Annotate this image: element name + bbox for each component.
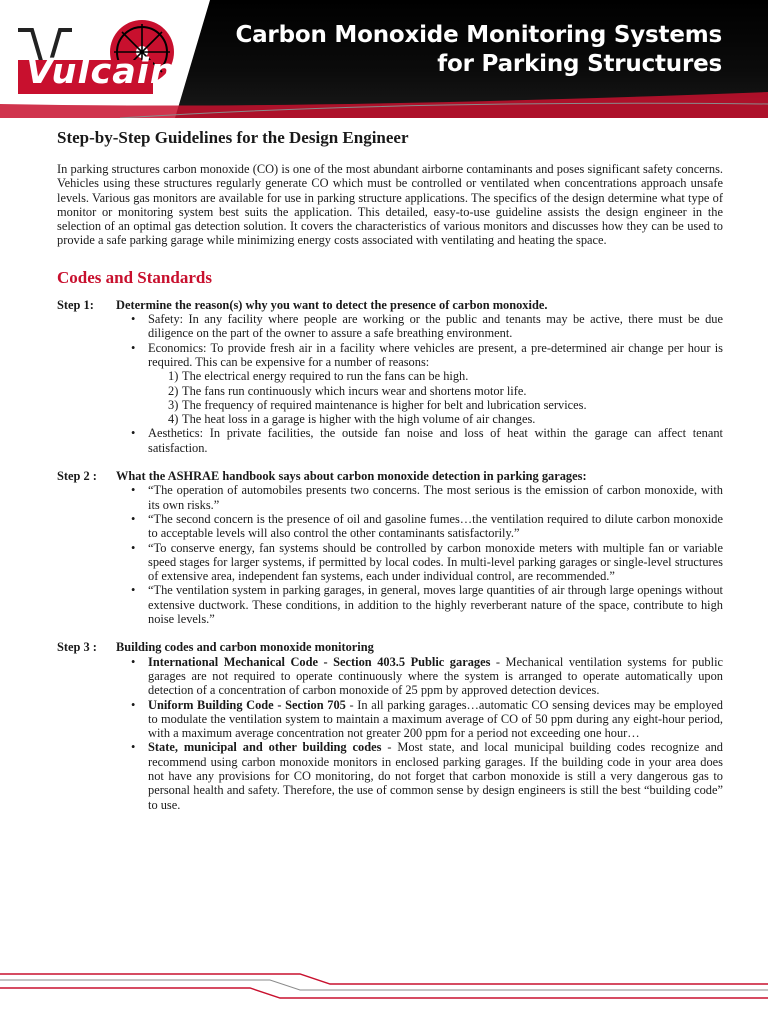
item-number: 1) <box>168 369 179 384</box>
page-heading: Step-by-Step Guidelines for the Design Engineer <box>57 128 409 147</box>
bullet-icon: • <box>131 340 136 355</box>
bullet-icon: • <box>131 583 136 598</box>
document-title-line-1: Carbon Monoxide Monitoring Systems <box>235 22 722 48</box>
list-item <box>131 340 723 370</box>
step-1-bullets-cont <box>57 426 723 455</box>
bullet-text: “To conserve energy, fan systems should be controlled by carbon monoxide meters with multiple fan or variable speed stages for larger systems, if permitted by local codes. In multi-level parking garages or single-level structures of extensive area, independent fan systems, each under individual control, are recommended.” <box>148 540 723 584</box>
bullet-icon: • <box>131 426 136 441</box>
list-item <box>168 397 723 412</box>
list-item <box>131 483 723 512</box>
bullet-text: Aesthetics: In private facilities, the outside fan noise and loss of heat within the garage can affect tenant satisfaction. <box>148 426 723 455</box>
bullet-text: - Mechanical ventilation systems for public garages are not required to operate continuously where the system is arranged to operate automatically upon detection of a concentration of carbon monoxide of 25 ppm by approved detection devices. <box>148 654 724 698</box>
step-2-title: What the ASHRAE handbook says about carbon monoxide detection in parking garages: <box>116 469 587 484</box>
section-title: Codes and Standards <box>57 267 212 287</box>
step-2-label: Step 2 : <box>57 469 97 484</box>
list-item <box>131 740 723 812</box>
step-3-header <box>57 640 723 654</box>
bullet-text: “The operation of automobiles presents two concerns. The most serious is the emission of carbon monoxide, with its own risks.” <box>148 483 723 512</box>
document-body <box>57 128 723 826</box>
step-2 <box>57 469 723 626</box>
item-number: 4) <box>168 412 179 427</box>
bullet-icon: • <box>131 654 136 669</box>
bullet-text: - In all parking garages…automatic CO sensing devices may be employed to modulate the ventilation system to maintain a maximum average of CO of 50 ppm during any eight-hour period, with a maximum average concentration not greater 200 ppm for a period not exceeding one hour… <box>148 697 723 741</box>
bullet-icon: • <box>131 483 136 498</box>
logo-tagline: Division of BW Technologies <box>44 96 147 104</box>
list-item <box>131 426 723 455</box>
list-item <box>131 511 723 541</box>
bullet-icon: • <box>131 312 136 327</box>
step-1-label: Step 1: <box>57 297 94 312</box>
code-name: Uniform Building Code - Section 705 <box>148 697 346 712</box>
economics-sublist <box>57 369 723 426</box>
step-3-title: Building codes and carbon monoxide monitoring <box>116 640 374 655</box>
item-text: The fans run continuously which incurs wear and shortens motor life. <box>182 383 527 398</box>
bullet-text: “The second concern is the presence of oil and gasoline fumes…the ventilation required to dilute carbon monoxide to acceptable levels will also control the other contaminants satisfactorily.” <box>148 511 723 541</box>
step-3 <box>57 640 723 812</box>
code-name: International Mechanical Code - Section 403.5 Public garages <box>148 654 491 669</box>
list-item <box>131 540 723 584</box>
bullet-text: - Most state, and local municipal building codes recognize and recommend using carbon monoxide monitors in enclosed parking garages. If the building code in your area does not have any provisions for CO monitoring, do not forget that carbon monoxide is still a very dangerous gas to personal health and safety. Therefore, the use of common sense by design engineers is still the best “building code” to use. <box>148 740 723 812</box>
item-number: 2) <box>168 383 179 398</box>
list-item <box>131 583 723 627</box>
item-text: The electrical energy required to run the fans can be high. <box>182 369 469 384</box>
code-name: State, municipal and other building codes <box>148 740 382 755</box>
item-number: 3) <box>168 397 179 412</box>
list-item <box>168 369 723 384</box>
bullet-icon: • <box>131 740 136 755</box>
header-banner <box>0 0 768 118</box>
logo-wordmark: Vulcain <box>26 52 176 92</box>
list-item <box>131 697 723 741</box>
item-text: The heat loss in a garage is higher with the high volume of air changes. <box>182 412 536 427</box>
step-3-bullets <box>57 655 723 812</box>
logo-underline <box>36 94 140 95</box>
footer-graphic <box>0 944 768 1024</box>
bullet-text: Safety: In any facility where people are working or the public and tenants may be active, there must be due diligence on the part of the owner to assure a safe breathing environment. <box>148 312 723 341</box>
step-1-bullets <box>57 312 723 369</box>
intro-paragraph: In parking structures carbon monoxide (CO) is one of the most abundant airborne contaminants and poses significant safety concerns. Vehicles using these structures regularly generate CO which must be controlled or ventilated when concentrations approach unsafe levels. Various gas monitors are available for use in parking structure applications. The specifics of the design determine what type of monitor or monitoring system best suits the application. This detailed, easy-to-use guideline assists the design engineer in the selection of an optimal gas detection solution. It covers the characteristics of various monitors and discusses how they can be used to provide a safe parking garage while minimizing energy costs associated with ventilating and heating the space. <box>57 162 723 248</box>
list-item <box>168 412 723 427</box>
list-item <box>168 383 723 398</box>
bullet-text: Economics: To provide fresh air in a facility where vehicles are present, a pre-determined air change per hour is required. This can be expensive for a number of reasons: <box>148 340 723 369</box>
step-2-header <box>57 469 723 483</box>
footer-red-line-upper <box>0 974 768 984</box>
document-title-line-2: for Parking Structures <box>437 51 722 77</box>
step-1 <box>57 298 723 455</box>
bullet-icon: • <box>131 697 136 712</box>
list-item <box>131 654 724 698</box>
bullet-text: “The ventilation system in parking garages, in general, moves large quantities of air through large openings without extensive ductwork. These conditions, in addition to the highly reverberant nature of the space, contribute to high noise levels.” <box>148 583 723 627</box>
list-item <box>131 312 723 341</box>
step-2-bullets <box>57 483 723 626</box>
step-1-header <box>57 298 723 312</box>
bullet-icon: • <box>131 540 136 555</box>
item-text: The frequency of required maintenance is higher for belt and lubrication services. <box>182 397 587 412</box>
bullet-icon: • <box>131 511 136 526</box>
step-3-label: Step 3 : <box>57 640 97 655</box>
step-1-title: Determine the reason(s) why you want to detect the presence of carbon monoxide. <box>116 297 548 312</box>
